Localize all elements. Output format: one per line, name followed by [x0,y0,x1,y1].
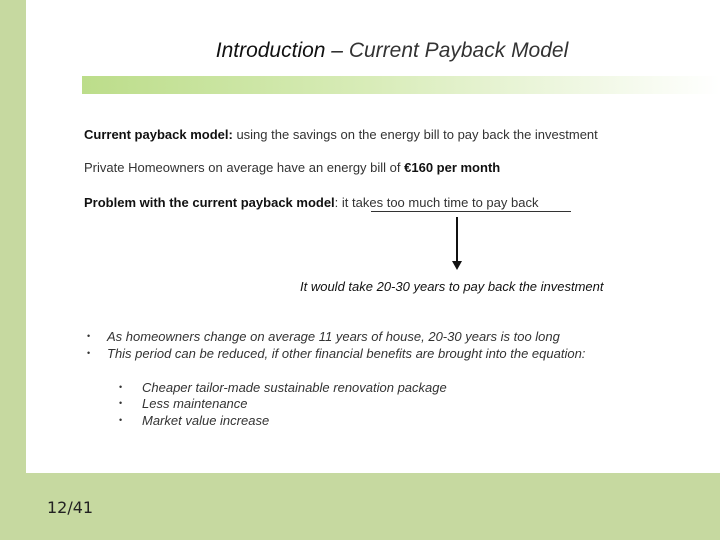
down-arrow-icon [452,261,462,270]
sub-bullet-dot-1: • [119,382,123,392]
sub-bullet-dot-2: • [119,398,123,408]
sub-bullet-dot-3: • [119,415,123,425]
conclusion-text: It would take 20-30 years to pay back the investment [300,279,604,294]
slide-title [152,39,632,63]
payback-model-text: using the savings on the energy bill to pay back the investment [232,127,598,142]
energy-bill-text: Private Homeowners on average have an energy bill of [84,160,405,175]
page-number: 12/41 [47,498,94,517]
sub-bullet-item-1: Cheaper tailor-made sustainable renovation package [142,380,447,395]
problem-underline [371,211,571,212]
bullet-item-1: As homeowners change on average 11 years of house, 20-30 years is too long [107,329,560,344]
problem-text: it takes too much time to pay back [341,195,539,210]
problem-colon: : [334,195,342,210]
energy-bill-line [84,160,500,175]
energy-bill-amount: €160 per month [404,160,501,175]
payback-model-label: Current payback model: [84,127,233,142]
sub-bullet-item-2: Less maintenance [142,396,248,411]
problem-line [84,195,538,210]
bullet-item-2: This period can be reduced, if other financial benefits are brought into the equation: [107,346,586,361]
payback-model-line [84,127,598,142]
sub-bullet-item-3: Market value increase [142,413,270,428]
bullet-dot-2: • [87,348,91,358]
bullet-dot-1: • [87,331,91,341]
title-main: Introduction – [215,39,349,62]
down-arrow-shaft [456,217,458,263]
title-underline-bar [82,76,720,94]
problem-label: Problem with the current payback model [84,195,335,210]
slide-content [26,0,720,473]
title-sub: Current Payback Model [348,39,569,62]
